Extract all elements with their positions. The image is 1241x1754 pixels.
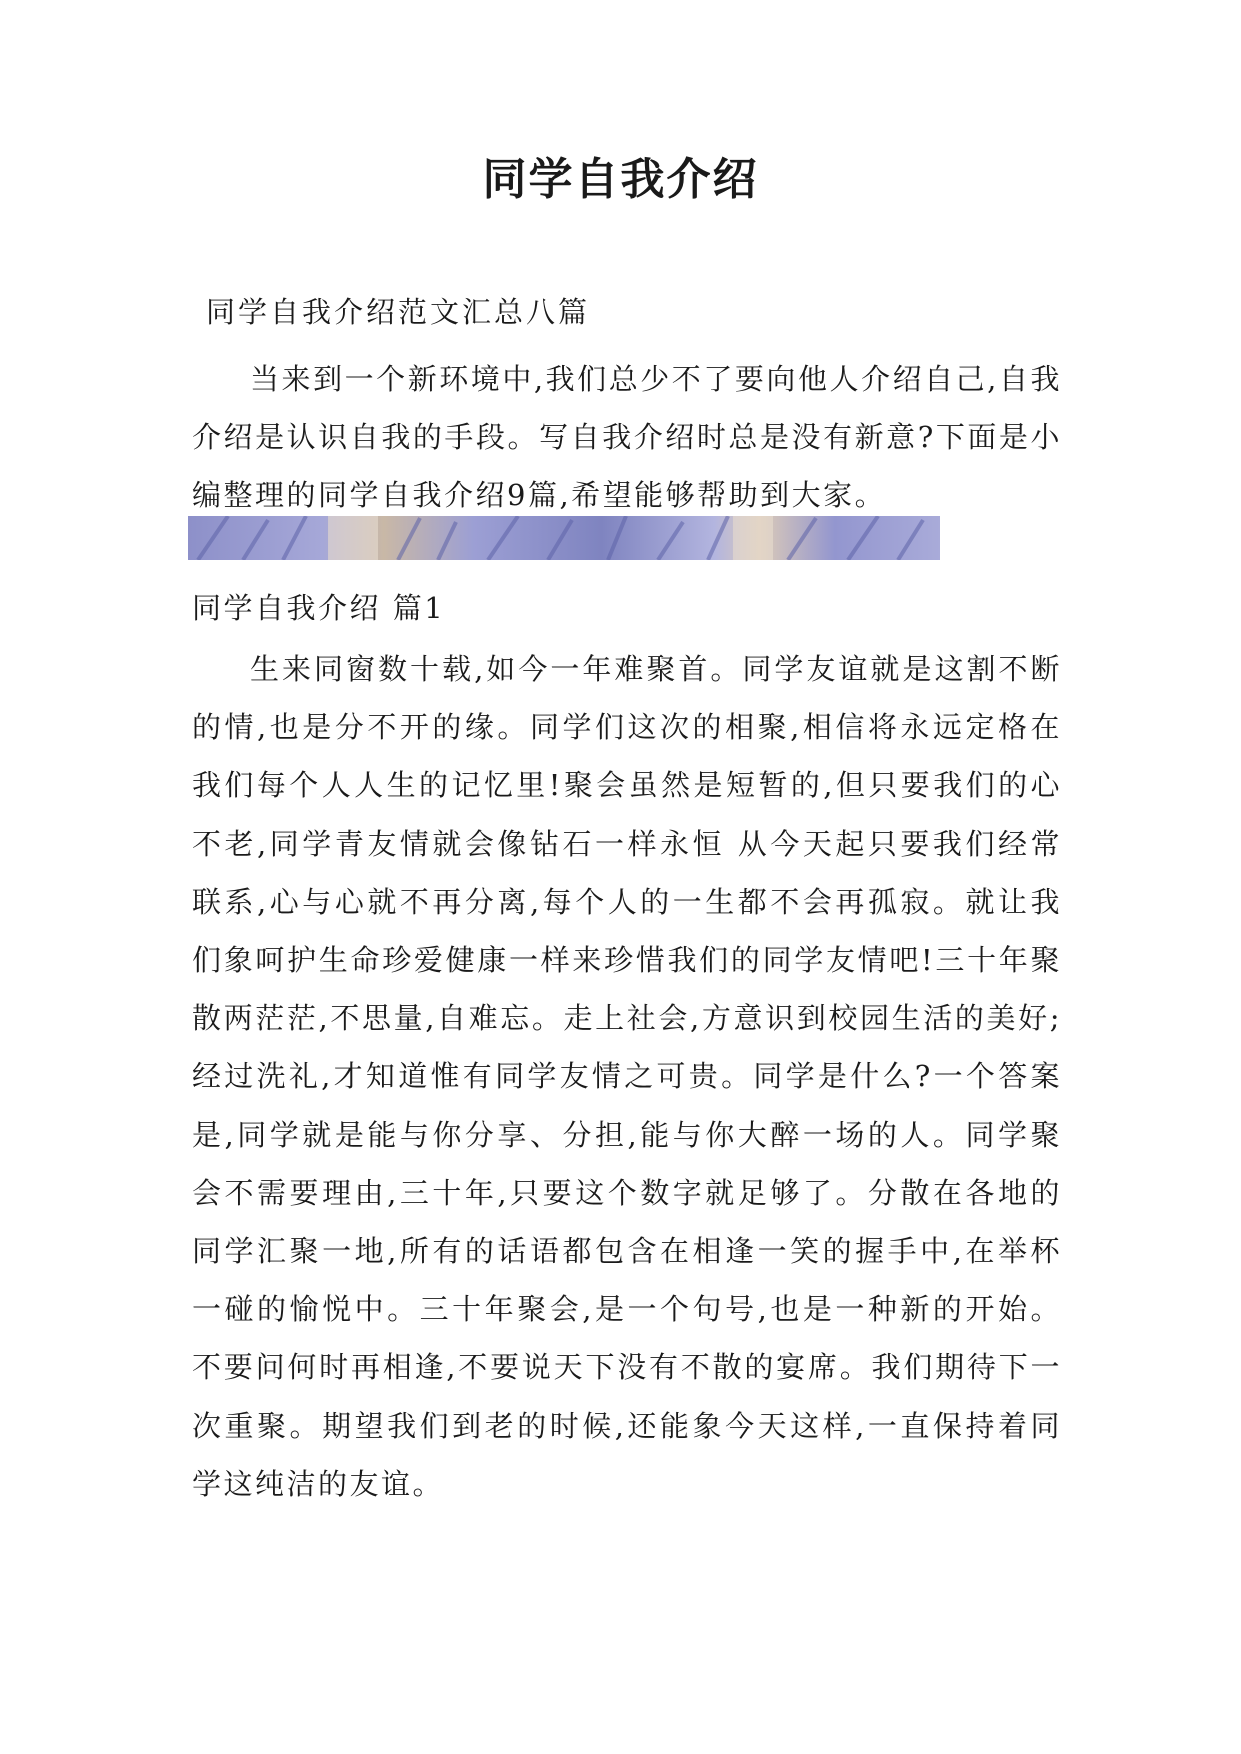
section-heading: 同学自我介绍 篇1 <box>192 591 446 625</box>
photo-fabric-folds <box>188 516 940 560</box>
section-body-block <box>192 640 1062 1513</box>
intro-paragraph-block <box>192 350 1062 524</box>
section-body-paragraph: 生来同窗数十载,如今一年难聚首。同学友谊就是这割不断的情,也是分不开的缘。同学们这次的相聚,相信将永远定格在我们每个人人生的记忆里!聚会虽然是短暂的,但只要我们的心不老,同学青友情就会像钻石一样永恒 从今天起只要我们经常联系,心与心就不再分离,每个人的一生都不会再孤寂。就让我们象呵护生命珍爱健康一样来珍惜我们的同学友情吧!三十年聚散两茫茫,不思量,自难忘。走上社会,方意识到校园生活的美好;经过洗礼,才知道惟有同学友情之可贵。同学是什么?一个答案是,同学就是能与你分享、分担,能与你大醉一场的人。同学聚会不需要理由,三十年,只要这个数字就足够了。分散在各地的同学汇聚一地,所有的话语都包含在相逢一笑的握手中,在举杯一碰的愉悦中。三十年聚会,是一个句号,也是一种新的开始。不要问何时再相逢,不要说天下没有不散的宴席。我们期待下一次重聚。期望我们到老的时候,还能象今天这样,一直保持着同学这纯洁的友谊。 <box>192 652 1062 1501</box>
intro-paragraph: 当来到一个新环境中,我们总少不了要向他人介绍自己,自我介绍是认识自我的手段。写自我介绍时总是没有新意?下面是小编整理的同学自我介绍9篇,希望能够帮助到大家。 <box>192 362 1062 512</box>
document-subtitle: 同学自我介绍范文汇总八篇 <box>206 295 591 329</box>
document-title: 同学自我介绍 <box>482 154 759 205</box>
decorative-photo <box>188 516 940 560</box>
